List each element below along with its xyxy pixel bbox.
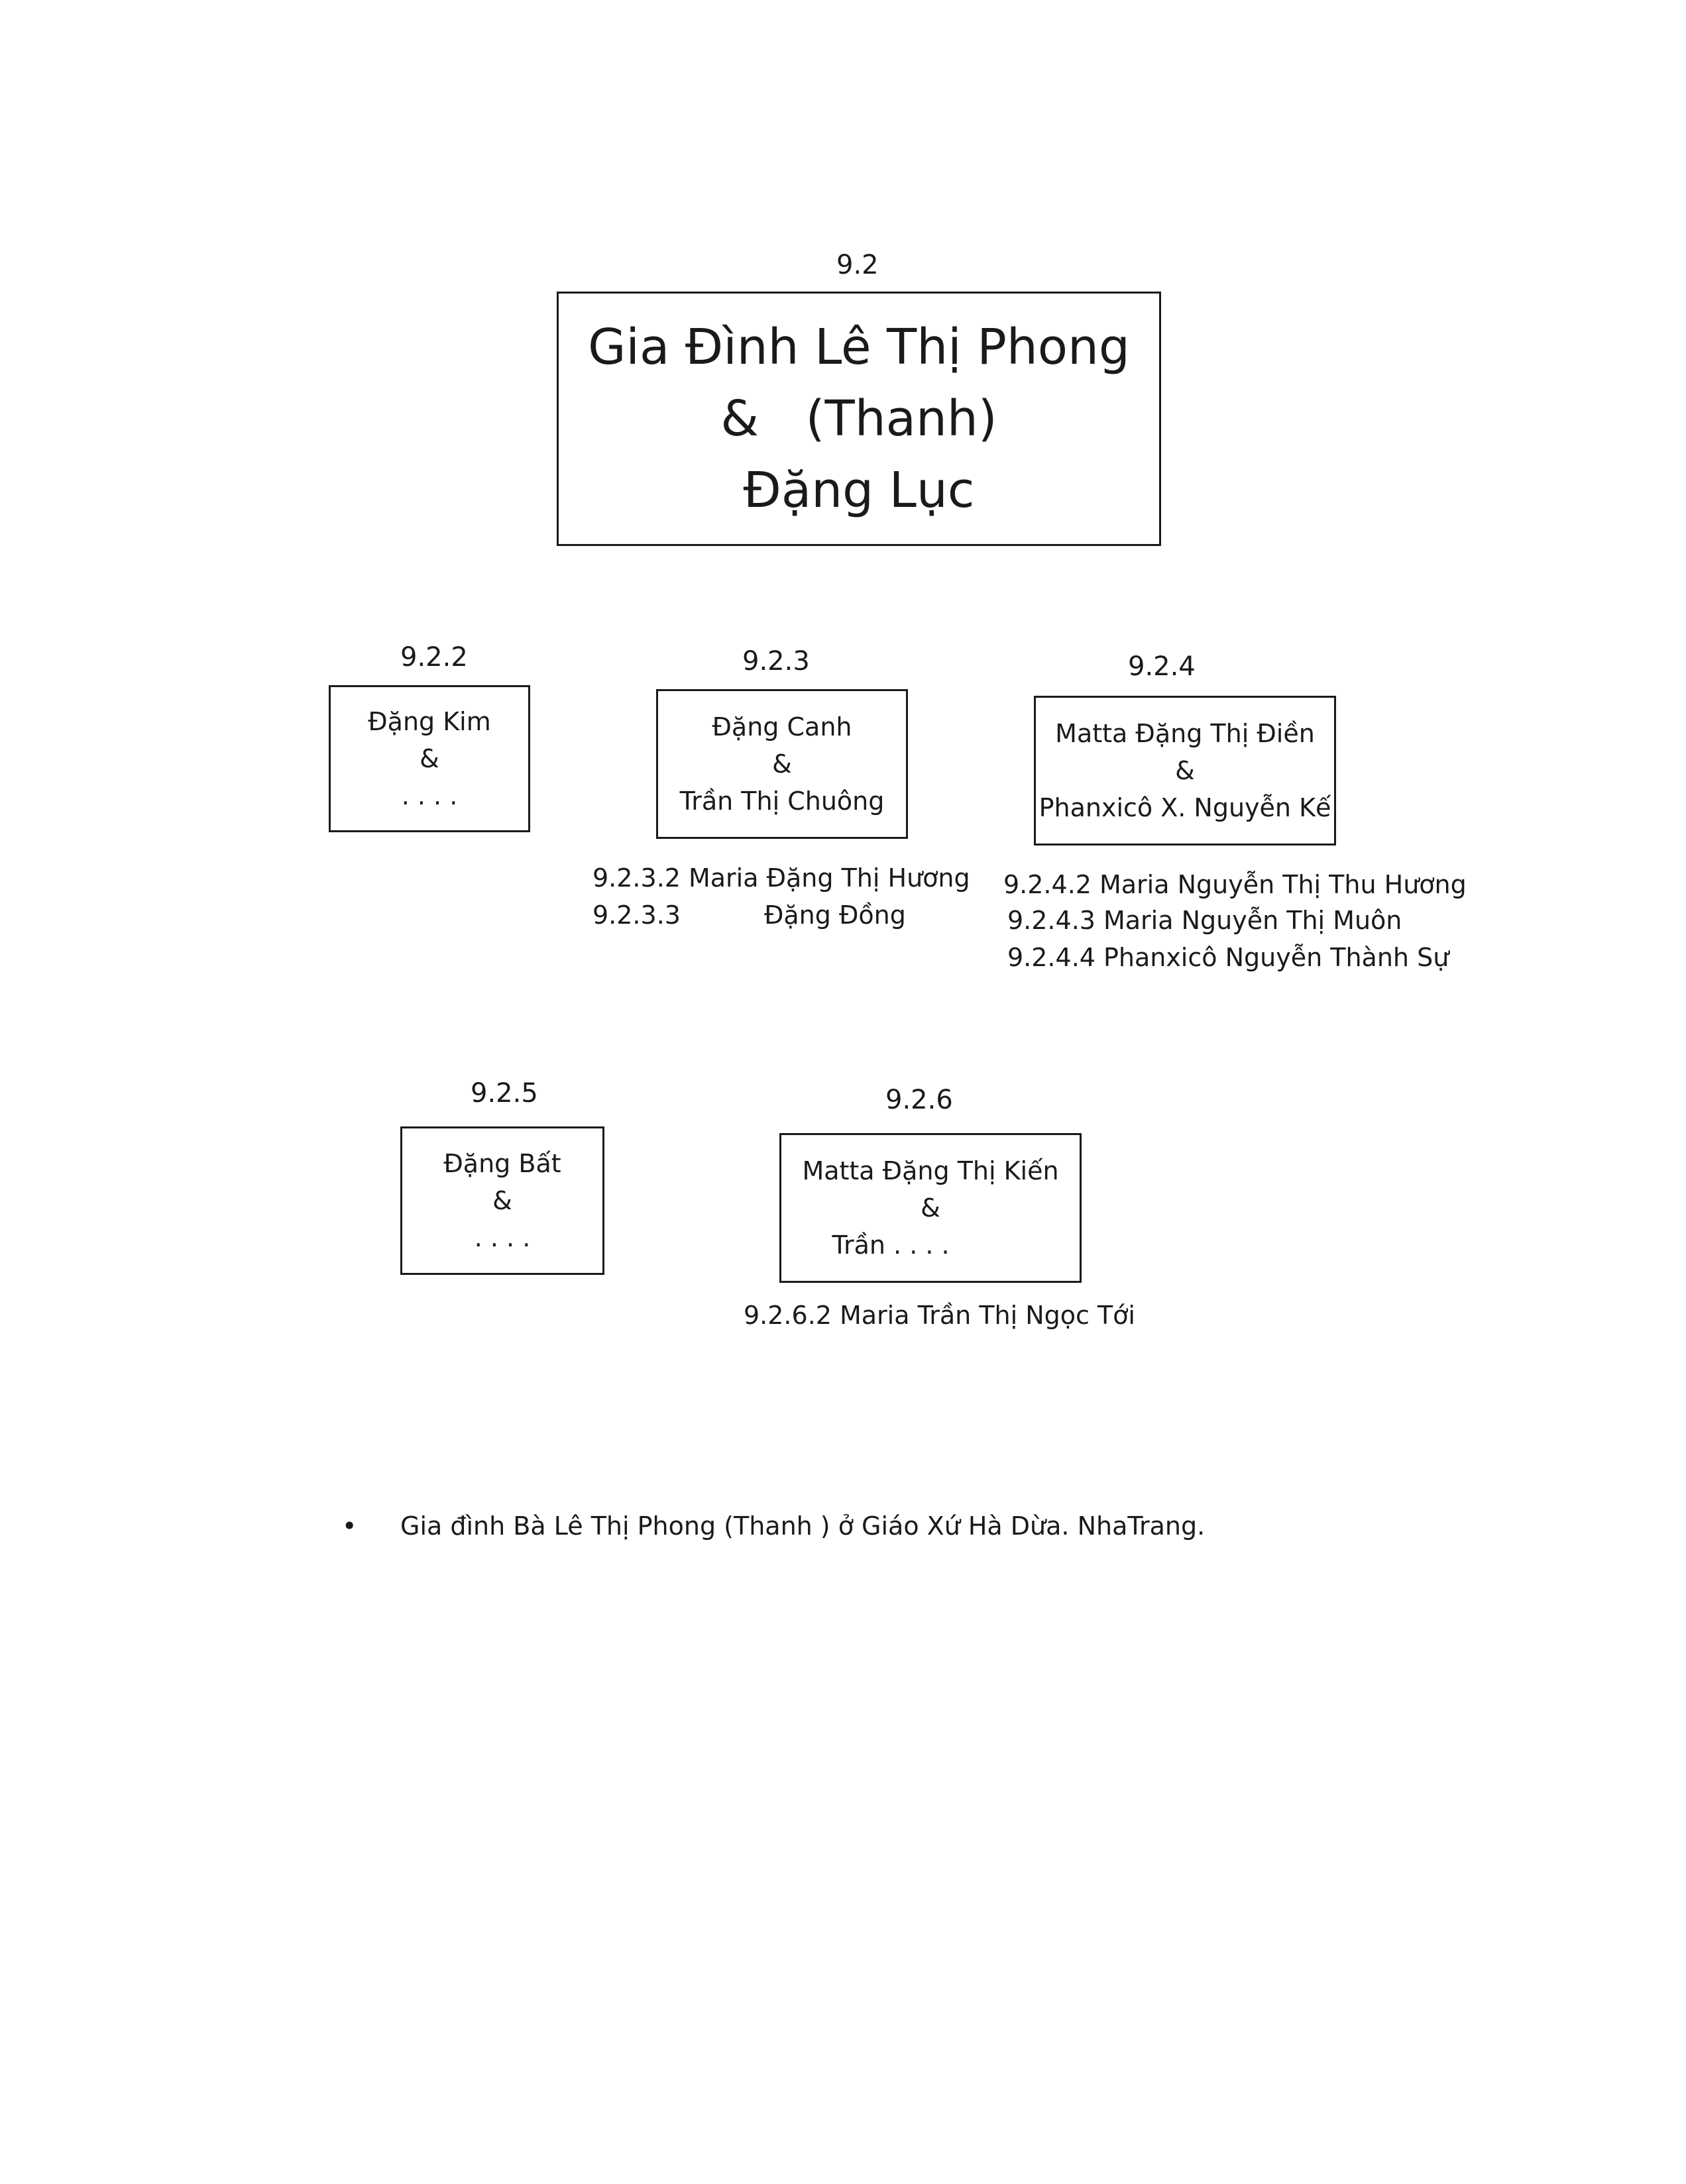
bullet-icon: • bbox=[342, 1511, 357, 1541]
footnote-text: Gia đình Bà Lê Thị Phong (Thanh ) ở Giáo Xứ Hà Dừa. NhaTrang. bbox=[400, 1511, 1206, 1541]
child-code: 9.2.3.2 bbox=[592, 863, 681, 893]
child-name: Maria Trần Thị Ngọc Tới bbox=[839, 1301, 1135, 1330]
child-name: Maria Đặng Thị Hương bbox=[688, 863, 970, 893]
family-code: 9.2.5 bbox=[471, 1078, 538, 1109]
family-code: 9.2.2 bbox=[400, 642, 468, 673]
family-ampersand: & bbox=[921, 1193, 940, 1223]
family-ampersand: & bbox=[492, 1186, 512, 1215]
child-entry bbox=[1003, 872, 1467, 897]
family-box bbox=[1034, 696, 1336, 846]
family-box bbox=[400, 1126, 604, 1275]
child-entry bbox=[1007, 908, 1402, 933]
family-code: 9.2.3 bbox=[742, 646, 810, 677]
family-parent-2: Trần . . . . bbox=[832, 1230, 950, 1260]
family-ampersand: & bbox=[1175, 756, 1195, 785]
root-code: 9.2 bbox=[836, 250, 879, 280]
family-box bbox=[656, 689, 908, 839]
family-parent-2: . . . . bbox=[474, 1223, 531, 1252]
family-parent-2: Trần Thị Chuông bbox=[679, 787, 885, 816]
child-entry bbox=[1007, 945, 1449, 970]
child-code: 9.2.6.2 bbox=[744, 1301, 832, 1330]
family-box bbox=[779, 1133, 1082, 1283]
family-ampersand: & bbox=[420, 744, 439, 773]
family-parent-2: . . . . bbox=[401, 781, 458, 810]
child-name: Maria Nguyễn Thị Muôn bbox=[1103, 906, 1402, 935]
root-parent-1: Gia Đình Lê Thị Phong bbox=[588, 319, 1130, 376]
child-entry bbox=[592, 902, 906, 928]
family-code: 9.2.6 bbox=[885, 1085, 953, 1115]
family-parent-1: Đặng Kim bbox=[368, 707, 491, 736]
footnote bbox=[342, 1513, 1205, 1539]
family-parent-1: Đặng Bất bbox=[443, 1149, 561, 1178]
root-family-box bbox=[557, 292, 1161, 546]
root-ampersand: & (Thanh) bbox=[720, 390, 997, 447]
family-code: 9.2.4 bbox=[1128, 651, 1196, 682]
family-parent-2: Phanxicô X. Nguyễn Kế bbox=[1039, 793, 1331, 822]
child-code: 9.2.3.3 bbox=[592, 901, 681, 930]
child-code: 9.2.4.2 bbox=[1003, 870, 1092, 899]
child-name: Maria Nguyễn Thị Thu Hương bbox=[1099, 870, 1467, 899]
child-entry bbox=[744, 1303, 1135, 1328]
root-parent-2: Đặng Lục bbox=[743, 462, 975, 519]
child-code: 9.2.4.4 bbox=[1007, 943, 1096, 972]
child-code: 9.2.4.3 bbox=[1007, 906, 1096, 935]
child-name: Đặng Đồng bbox=[763, 901, 906, 930]
family-parent-1: Đặng Canh bbox=[712, 712, 852, 741]
child-entry bbox=[592, 865, 970, 891]
family-box bbox=[329, 685, 530, 832]
family-ampersand: & bbox=[772, 749, 792, 779]
family-parent-1: Matta Đặng Thị Kiến bbox=[802, 1156, 1059, 1185]
family-parent-1: Matta Đặng Thị Điền bbox=[1055, 719, 1315, 748]
child-name: Phanxicô Nguyễn Thành Sự bbox=[1103, 943, 1449, 972]
